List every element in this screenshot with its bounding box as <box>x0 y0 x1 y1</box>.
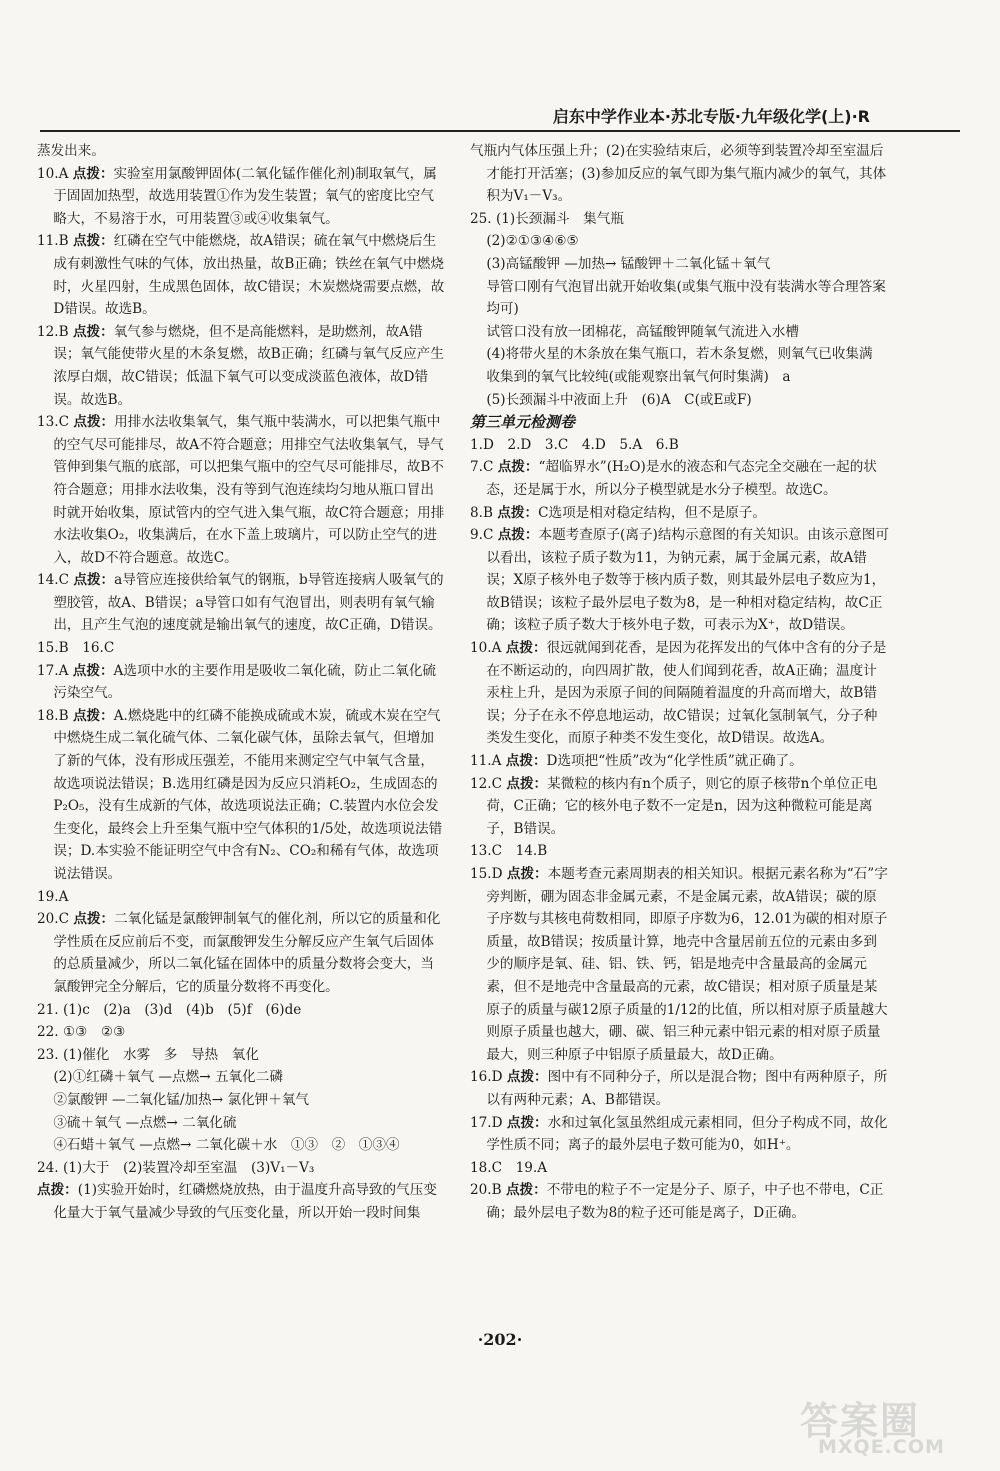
answer-subline: (4)将带火星的木条放在集气瓶口，若木条复燃，则氧气已收集满 收集到的氧气比较纯(或能观察出氧气何时集满) a <box>486 346 887 385</box>
answer-entry <box>470 434 890 457</box>
answer-number: 18.B <box>37 707 69 724</box>
answer-subline: 导管口刚有气泡冒出就开始收集(或集气瓶中没有装满水等合理答案均可) <box>486 278 886 318</box>
answer-subline: (2)②①③④⑥⑤ <box>486 233 579 250</box>
answer-number: 22. <box>37 1024 59 1041</box>
answer-text: 不带电的粒子不一定是分子、原子，中子也不带电，C正确；最外层电子数为8的粒子还可能是离子，D正确。 <box>486 1182 884 1221</box>
answer-text: C选项是相对稳定结构，但不是原子。 <box>538 504 766 521</box>
answer-text: 气瓶内气体压强上升；(2)在实验结束后，必须等到装置冷却至室温后才能打开活塞；(3)参加反应的氧气即为集气瓶内减少的氧气，其体积为V₁－V₃。 <box>470 143 887 205</box>
answer-subline: (5)长颈漏斗中液面上升 (6)A C(或E或F) <box>486 391 752 408</box>
answer-text: (1)长颈漏斗 集气瓶 <box>495 210 624 227</box>
hint-label: 点拨： <box>73 572 115 589</box>
answer-number: 11.A <box>470 753 502 770</box>
answer-entry <box>37 999 447 1022</box>
answer-entry <box>470 502 890 525</box>
answer-entry <box>37 411 447 569</box>
answer-text: A.燃烧匙中的红磷不能换成硫或木炭，硫或木炭在空气中燃烧生成二氧化硫气体、二氧化碳气体，虽除去氧气，但增加了新的气体，没有形成压强差，不能用来测定空气中氧气含量，故选项说法错误；B.选用红磷是因为反应只消耗O₂，生成固态的P₂O₅，没有生成新的气体，故选项说法正确；C.装置内水位会发生变化，最终会上升至集气瓶中空气体积的1/5处，故选项说法错误；D.本实验不能证明空气中含有N₂、CO₂和稀有气体，故选项说法错误。 <box>53 707 443 882</box>
answer-entry <box>37 637 447 660</box>
answer-number: 15.B 16.C <box>37 640 115 657</box>
answer-text: 二氧化锰是氯酸钾制氧气的催化剂，所以它的质量和化学性质在反应前后不变，而氯酸钾发生分解反应产生氧气后固体的总质量减少，所以二氧化锰在固体中的质量分数将会变大，当氯酸钾完全分解后，它的质量分数将不再变化。 <box>53 911 441 995</box>
answer-subline: ②氯酸钾 —二氧化锰/加热→ 氯化钾＋氧气 <box>53 1091 310 1108</box>
answer-text: 氧气参与燃烧，但不是高能燃料，是助燃剂，故A错误；氧气能使带火星的木条复燃，故B正确；红磷与氧气反应产生浓厚白烟，故C错误；低温下氧气可以变成淡蓝色液体，故D错误。故选B。 <box>53 323 444 408</box>
answer-number: 19.A <box>37 888 69 905</box>
watermark-logo <box>790 1390 980 1460</box>
answer-number: 10.A <box>470 640 502 657</box>
answer-subline: 试管口没有放一团棉花，高锰酸钾随氧气流进入水槽 <box>486 323 799 340</box>
answer-text: 某微粒的核内有n个质子，则它的原子核带n个单位正电荷，C正确；它的核外电子数不一定是n，因为这种微粒可能是离子，B错误。 <box>486 775 878 837</box>
answer-text: 实验室用氯酸钾固体(二氧化锰作催化剂)制取氧气，属于固固加热型，故选用装置①作为发生装置；氧气的密度比空气略大，不易溶于水，可用装置③或④收集氧气。 <box>53 165 437 227</box>
answer-number: 18.C 19.A <box>470 1159 548 1176</box>
hint-label: 点拨： <box>72 707 114 724</box>
answer-text: A选项中水的主要作用是吸收二氧化硫，防止二氧化硫污染空气。 <box>53 662 437 702</box>
answer-number: 17.A <box>37 662 69 679</box>
answer-entry <box>37 1044 447 1067</box>
hint-label: 点拨： <box>73 414 115 431</box>
answer-entry <box>470 1112 890 1157</box>
answer-text: 图中有不同种分子，所以是混合物；图中有两种原子，所以有两种元素；A、B都错误。 <box>486 1069 888 1108</box>
left-column <box>37 140 447 1225</box>
answer-number: 20.B <box>470 1182 502 1199</box>
answer-number: 10.A <box>37 165 69 182</box>
answer-text: 用排水法收集氧气，集气瓶中装满水，可以把集气瓶中的空气尽可能排尽，故A不符合题意；用排空气法收集氧气，导气管伸到集气瓶的底部，可以把集气瓶中的空气尽可能排尽，故B不符合题意；用排水法收集，没有等到气泡连续均匀地从瓶口冒出时就开始收集，原试管内的空气进入集气瓶，故C符合题意；用排水法收集O₂，收集满后，在水下盖上玻璃片，可以防止空气的进入，故D不符合题意。故选C。 <box>53 414 445 566</box>
hint-label: 点拨： <box>497 459 539 476</box>
answer-entry <box>470 456 890 501</box>
answer-entry <box>470 1066 890 1111</box>
answer-entry <box>37 908 447 998</box>
answer-entry <box>37 1157 447 1180</box>
answer-text: 蒸发出来。 <box>37 143 105 159</box>
watermark-url: MXQE.COM <box>818 1436 945 1458</box>
answer-text: 水和过氧化氢虽然组成元素相同，但分子构成不同，故化学性质不同；离子的最外层电子数可能为0，如H⁺。 <box>486 1114 888 1154</box>
answer-text: “超临界水”(H₂O)是水的液态和气态完全交融在一起的状态，还是属于水，所以分子模型就是水分子模型。故选C。 <box>486 459 877 498</box>
answer-entry <box>470 524 890 637</box>
hint-label: 点拨： <box>497 504 539 521</box>
answer-entry <box>37 569 447 637</box>
hint-label: 点拨： <box>72 662 114 679</box>
answer-entry <box>37 321 447 411</box>
answer-subline: ③硫＋氧气 —点燃→ 二氧化硫 <box>53 1114 237 1131</box>
answer-text: ①③ ②③ <box>62 1024 126 1041</box>
answer-text: 本题考查原子(离子)结构示意图的有关知识。由该示意图可以看出，该粒子质子数为11，为钠元素，属于金属元素，故A错误；X原子核外电子数等于核内质子数，则其最外层电子数应为1，故B错误；该粒子最外层电子数为8，是一种相对稳定结构，故C正确；该粒子质子数大于核外电子数，可表示为X⁺，故D错误。 <box>486 527 889 634</box>
answer-number: 12.B <box>37 323 69 340</box>
answer-text: D选项把“性质”改为“化学性质”就正确了。 <box>546 753 803 770</box>
answer-entry <box>37 163 447 231</box>
answer-text: 很远就闻到花香，是因为花挥发出的气体中含有的分子是在不断运动的，向四周扩散，使人们闻到花香，故A正确；温度计汞柱上升，是因为汞原子间的间隔随着温度的升高而增大，故B错误；分子在永不停息地运动，故C错误；过氧化氢制氧气，分子种类发生变化，而原子种类不发生变化，故D错误。故选A。 <box>486 640 887 747</box>
answer-entry <box>37 1179 447 1224</box>
answer-number: 12.C <box>470 775 503 792</box>
page-number: ·202· <box>477 1330 523 1349</box>
answer-number: 25. <box>470 210 492 227</box>
answer-number: 23. <box>37 1046 59 1063</box>
answer-number: 1.D 2.D 3.C 4.D 5.A 6.B <box>470 436 679 453</box>
hint-label: 点拨： <box>505 753 547 770</box>
hint-label: 点拨： <box>497 527 539 544</box>
hint-label: 点拨： <box>72 323 114 340</box>
answer-text: (1)实验开始时，红磷燃烧放热，由于温度升高导致的气压变化量大于氧气量减少导致的气压变化量，所以开始一段时间集 <box>53 1182 437 1221</box>
hint-label: 点拨： <box>73 911 115 928</box>
answer-number: 13.C <box>37 414 70 431</box>
section-heading: 第三单元检测卷 <box>470 413 576 432</box>
answer-entry <box>37 140 447 163</box>
answer-text: (1)催化 水雾 多 导热 氧化 <box>62 1046 259 1063</box>
answer-text: 本题考查元素周期表的相关知识。根据元素名称为“石”字旁判断，硼为固态非金属元素，不是金属元素，故A错误；碳的原子序数与其核电荷数相同，即原子序数为6，12.01为碳的相对原子质量，故B错误；按质量计算，地壳中含量居前五位的元素由多到少的顺序是氧、硅、铝、铁、钙，铝是地壳中含量最高的金属元素，但不是地壳中含量最高的元素，故C错误；相对原子质量是某原子的质量与碳12原子质量的1/12的比值，所以相对原子质量越大则原子质量也越大，硼、碳、铝三种元素中铝元素的相对原子质量最大，则三种原子中铝原子质量最大，故D正确。 <box>486 866 888 1063</box>
answer-subline: ④石蜡＋氧气 —点燃→ 二氧化碳＋水 ①③ ② ①③④ <box>53 1137 400 1154</box>
answer-entry <box>470 140 890 208</box>
answer-number: 14.C <box>37 572 70 589</box>
answer-entry <box>37 705 447 886</box>
answer-entry <box>37 1021 447 1044</box>
answer-entry <box>470 750 890 773</box>
hint-label: 点拨： <box>505 640 547 657</box>
answer-entry <box>37 886 447 909</box>
hint-label: 点拨： <box>37 1182 78 1199</box>
right-column <box>470 140 890 1225</box>
answer-number: 17.D <box>470 1114 503 1131</box>
answer-number: 15.D <box>470 866 503 882</box>
answer-number: 13.C 14.B <box>470 843 548 860</box>
answer-subline: (2)①红磷＋氧气 —点燃→ 五氧化二磷 <box>53 1069 283 1086</box>
answer-number: 9.C <box>470 527 494 544</box>
hint-label: 点拨： <box>506 1069 548 1086</box>
answer-entry <box>470 637 890 750</box>
answer-text: 红磷在空气中能燃烧，故A错误；硫在氧气中燃烧后生成有刺激性气味的气体，放出热量，故B正确；铁丝在氧气中燃烧时，火星四射，生成黑色固体，故C错误；木炭燃烧需要点燃，故D错误。故选B。 <box>53 233 445 318</box>
hint-label: 点拨： <box>506 775 548 792</box>
answer-entry <box>470 773 890 841</box>
answer-number: 20.C <box>37 911 70 928</box>
answer-entry <box>37 230 447 320</box>
answer-number: 8.B <box>470 504 493 521</box>
hint-label: 点拨： <box>72 233 114 250</box>
answer-subline: (3)高锰酸钾 —加热→ 锰酸钾＋二氧化锰＋氧气 <box>486 255 771 272</box>
answer-entry <box>470 208 890 231</box>
answer-number: 11.B <box>37 233 69 250</box>
answer-text: a导管应连接供给氧气的钢瓶，b导管连接病人吸氧气的塑胶管，故A、B错误；a导管口如有气泡冒出，则表明有氧气输出，且产生气泡的速度就是输出氧气的速度，故C正确，D错误。 <box>53 572 444 634</box>
watermark-text: 答案圈 <box>800 1399 921 1443</box>
answer-number: 21. <box>37 1001 59 1018</box>
running-header: 启东中学作业本·苏北专版·九年级化学(上)·R <box>40 104 960 132</box>
hint-label: 点拨： <box>506 1114 548 1131</box>
answer-text: (1)大于 (2)装置冷却至室温 (3)V₁－V₃ <box>62 1159 315 1176</box>
answer-number: 7.C <box>470 459 494 476</box>
answer-entry <box>470 1179 890 1224</box>
answer-text: (1)c (2)a (3)d (4)b (5)f (6)de <box>62 1001 302 1018</box>
hint-label: 点拨： <box>505 1182 547 1199</box>
answer-number: 16.D <box>470 1069 503 1086</box>
answer-entry <box>37 660 447 705</box>
hint-label: 点拨： <box>506 866 548 882</box>
answer-entry <box>470 863 890 1066</box>
answer-number: 24. <box>37 1159 59 1176</box>
answer-entry <box>470 1157 890 1180</box>
hint-label: 点拨： <box>72 165 114 182</box>
answer-entry <box>470 840 890 863</box>
